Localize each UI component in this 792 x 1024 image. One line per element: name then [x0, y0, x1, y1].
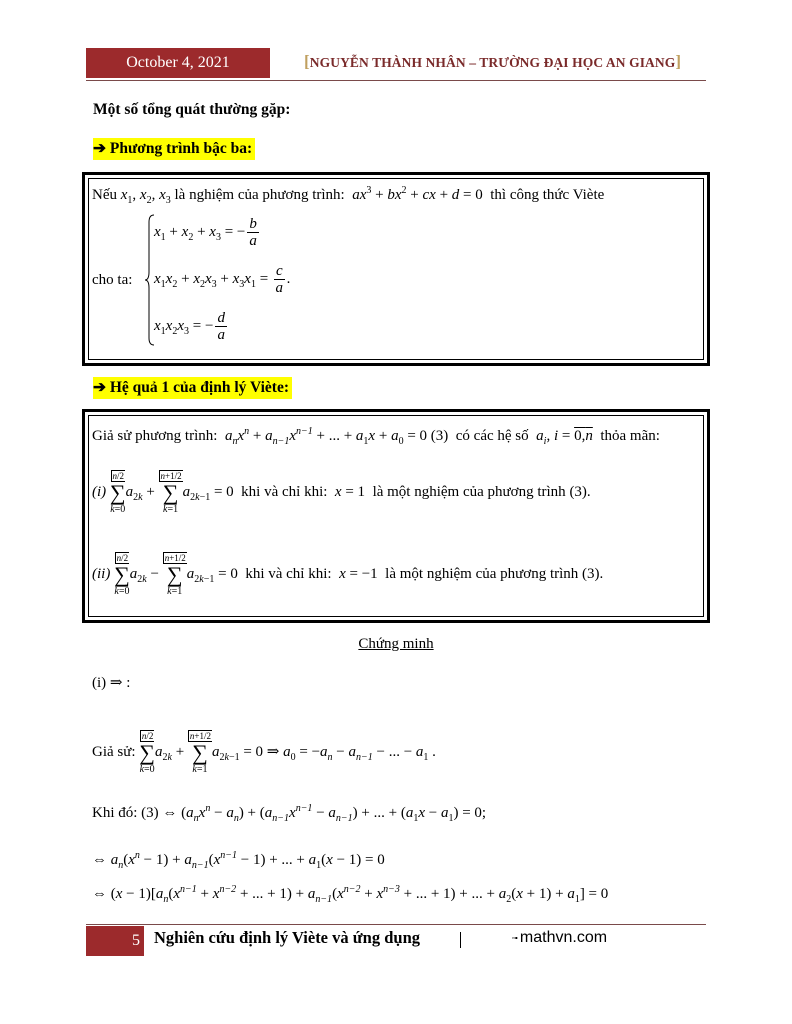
page-number: 5 [86, 926, 144, 956]
proof-factor-2: ⇔ $(x - 1)[a_n(x^{n-1} + x^{n-2}$ + ... + $1) + a_{n-1}(x^{n-2} + x^{n-3}$ + ... + 1) + ... + $a_2(x + 1) + a_1] = 0$ [92, 884, 609, 905]
header-title: [NGUYỄN THÀNH NHÂN – TRƯỜNG ĐẠI HỌC AN GIANG] [304, 52, 682, 71]
footer-site[interactable]: ▫▪ mathvn.com [512, 929, 608, 946]
proof-step-label: (i) ⇒ : [92, 675, 131, 691]
proof-assumption: Giả sử: n/2 ∑ $k=0a_{2k} + n+1/2$ ∑ $k=1a_{2k-1} = 0$ ⇒ $a_0 = -a_n - a_{n-1}$ − ... − $a_1$ . [92, 731, 436, 775]
heading-corollary: ➔ Hệ quả 1 của định lý Viète: [93, 377, 292, 399]
footer-separator [460, 932, 461, 948]
heading-cubic: ➔ Phương trình bậc ba: [93, 138, 255, 160]
header-divider [86, 80, 706, 81]
proof-factor-1: ⇔ $a_n(x^n - 1) + a_{n-1}(x^{n-1} - 1)$ + ... + $a_1(x - 1) = 0$ [92, 850, 385, 871]
viete-eq-2: $x_1x_2 + x_2x_3 + x_3x_1$ = $\frac{c}{a}$ . [154, 263, 291, 296]
viete-eq-1: $x_1 + x_2 + x_3$ = − $\frac{b}{a}$ [154, 216, 257, 249]
footer-divider [86, 924, 706, 925]
condition-ii: (ii) n/2 ∑ $k=0a_{2k} - n+1/2$ ∑ $k=1a_{2k-1} = 0$ khi và chỉ khi: x = −1 là một nghiệm của phương trình (3). [92, 553, 604, 597]
footer-title: Nghiên cứu định lý Viète và ứng dụng [154, 928, 420, 947]
proof-expansion: Khi đó: (3) ⇔ $(a_nx^n - a_n) + (a_{n-1}x^{n-1} - a_{n-1})$ + ... + $(a_1x - a_1) = 0$; [92, 803, 487, 824]
corollary-intro: Giả sử phương trình: $a_nx^n + a_{n-1}x^{n-1}$ + ... + $a_1x + a_0 = 0$ (3) có các hệ số $a_i$, i = 0,n thỏa mãn: [92, 426, 660, 447]
cubic-intro: Nếu $x_1$, $x_2$, $x_3$ là nghiệm của phương trình: $ax^3 + bx^2$ + cx + d = 0 thì công thức Viète [92, 185, 605, 206]
section-title: Một số tổng quát thường gặp: [93, 101, 291, 118]
header-date: October 4, 2021 [86, 48, 270, 78]
proof-title: Chứng minh [358, 636, 434, 652]
cho-ta-label: cho ta: [92, 272, 133, 288]
condition-i: (i) n/2 ∑ $k=0a_{2k} + n+1/2$ ∑ $k=1a_{2k-1} = 0$ khi và chỉ khi: x = 1 là một nghiệm của phương trình (3). [92, 471, 591, 515]
viete-eq-3: $x_1x_2x_3$ = − $\frac{d}{a}$ [154, 310, 225, 343]
